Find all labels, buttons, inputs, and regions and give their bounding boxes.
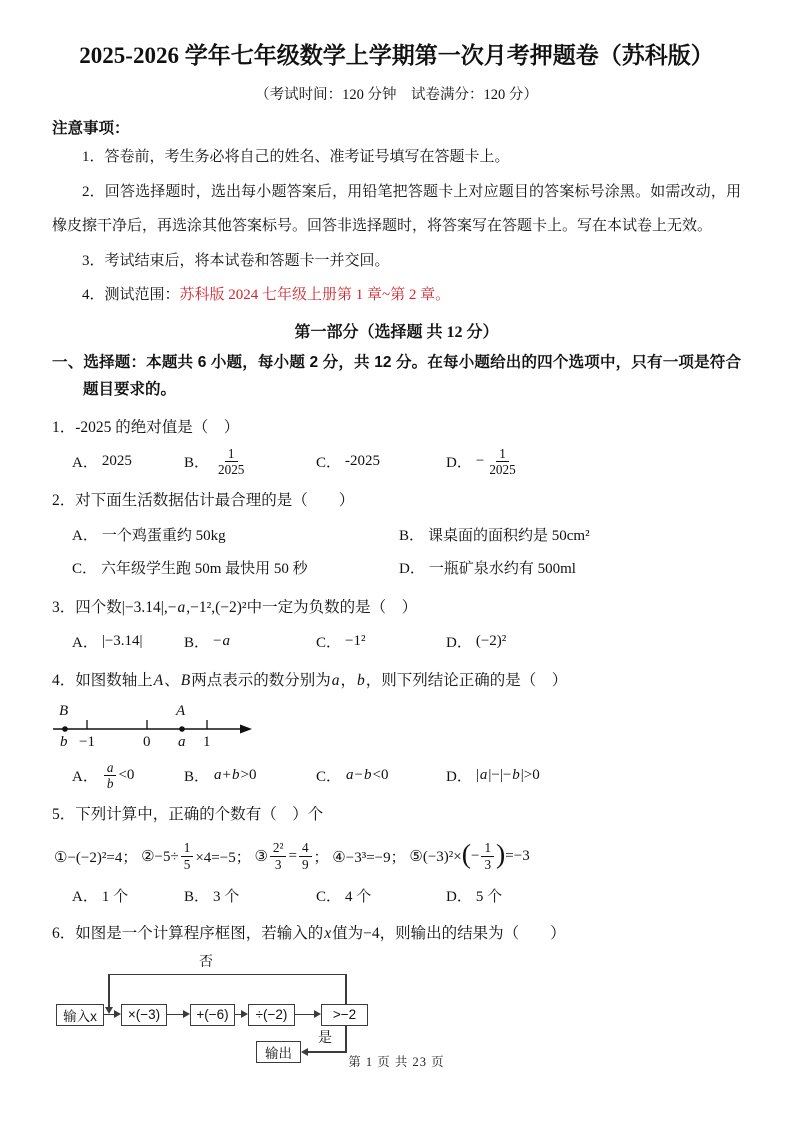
flow-label-yes: 是	[318, 1030, 332, 1046]
option-label: D．	[446, 635, 472, 652]
q2-option-c	[72, 557, 399, 578]
q5-option-a	[72, 885, 184, 906]
option-value: $\frac{a}{b}$ <0	[102, 760, 135, 791]
tick-zero-label: 0	[143, 734, 151, 751]
option-value: (−2)²	[475, 633, 507, 650]
q2-option-a	[72, 524, 399, 545]
test-scope-highlight: 苏科版 2024 七年级上册第 1 章~第 2 章。	[179, 287, 451, 304]
option-label: A．	[72, 635, 98, 652]
point-b-label: B	[59, 703, 69, 720]
option-value: 2025	[101, 453, 132, 470]
option-value: 4 个	[345, 888, 372, 905]
option-value: |−3.14|	[101, 633, 143, 650]
q1-option-d	[446, 446, 741, 477]
q5-option-d	[446, 885, 741, 906]
option-label: C．	[316, 769, 342, 786]
flow-arrowhead	[314, 1010, 321, 1018]
question-5-expressions: ①−(−2)²=4； ②−5÷ $\frac{1}{5}$ ×4=−5； ③ $\frac{\text{2²}}{3}$ = $\frac{4}{9}$ ； ④−3³=−9； ⑤(−3)²× ( − $\frac{1}{3}$ ) =−3	[54, 839, 530, 872]
question-3	[52, 592, 741, 657]
flow-loop-line-left	[108, 974, 110, 1008]
flow-box-input: 输入x	[56, 1004, 104, 1026]
option-label: D．	[399, 561, 425, 578]
question-5-options	[52, 880, 741, 910]
flow-loop-line-right	[345, 974, 347, 1004]
point-b-dot	[62, 726, 68, 732]
notice-heading: 注意事项：	[52, 120, 130, 138]
question-1-text: 1．-2025 的绝对值是（ ）	[52, 418, 240, 436]
q1-option-b	[184, 446, 316, 477]
option-value: 一瓶矿泉水约有 500ml	[428, 561, 576, 578]
value-a-label: a	[178, 734, 186, 751]
option-label: A．	[72, 528, 98, 545]
option-value: a+b>0	[214, 767, 257, 784]
flow-connector	[295, 1014, 315, 1016]
q1-option-a	[72, 451, 184, 472]
question-2	[52, 485, 741, 584]
option-label: A．	[72, 888, 98, 905]
option-value: -2025	[345, 453, 381, 470]
section-heading: 第一部分（选择题 共 12 分）	[294, 323, 499, 341]
flow-loop-arrowhead	[105, 1007, 113, 1014]
notice-item-2: 2．回答选择题时，选出每小题答案后，用铅笔把答题卡上对应题目的答案标号涂黑。如需改动，用橡皮擦干净后，再选涂其他答案标号。回答非选择题时，将答案写在答题卡上。写在本试卷上无效。	[52, 183, 741, 235]
q3-option-b	[184, 631, 316, 652]
option-label: B．	[184, 769, 210, 786]
question-2-options-row-1	[52, 518, 741, 551]
option-value: − $\frac{1}{2025}$	[475, 446, 516, 478]
flow-connector	[167, 1014, 184, 1016]
q5-option-b	[184, 885, 316, 906]
option-value: a−b<0	[346, 767, 389, 784]
option-value: |a|−|−b|>0	[475, 767, 540, 784]
question-1-options	[52, 446, 741, 477]
q3-option-c	[316, 631, 446, 652]
flow-box-condition: >−2	[321, 1004, 368, 1026]
flowchart	[54, 955, 394, 1067]
question-5	[52, 799, 741, 910]
option-label: B．	[184, 455, 210, 472]
option-label: B．	[399, 528, 425, 545]
q2-option-b	[399, 524, 741, 545]
option-label: C．	[316, 888, 342, 905]
q3-option-d	[446, 631, 741, 652]
option-value: 六年级学生跑 50m 最快用 50 秒	[101, 561, 308, 578]
page-title: 2025-2026 学年七年级数学上学期第一次月考押题卷（苏科版）	[79, 43, 714, 68]
option-label: D．	[446, 888, 472, 905]
q4-option-a	[72, 760, 184, 791]
q2-option-d	[399, 557, 741, 578]
flow-loop-line-top	[108, 974, 346, 976]
question-4-text: 4．如图数轴上 A 、 B 两点表示的数分别为 a ， b ，则下列结论正确的是（ ）	[52, 671, 568, 689]
point-a-label: A	[176, 703, 186, 720]
option-label: D．	[446, 769, 472, 786]
point-a-dot	[179, 726, 185, 732]
option-value: 3 个	[213, 888, 240, 905]
flow-arrowhead	[114, 1010, 121, 1018]
option-label: B．	[184, 635, 210, 652]
q1-option-c	[316, 451, 446, 472]
option-value: $\frac{1}{2025}$	[218, 446, 245, 478]
option-label: C．	[316, 455, 342, 472]
option-value: 5 个	[475, 888, 503, 905]
notice-item-3: 3．考试结束后，将本试卷和答题卡一并交回。	[82, 252, 390, 269]
flow-box-divide: ÷(−2)	[248, 1004, 295, 1026]
option-label: A．	[72, 455, 98, 472]
page-number: 第 1 页 共 23 页	[348, 1054, 445, 1069]
option-label: C．	[316, 635, 342, 652]
q3-option-a	[72, 631, 184, 652]
flow-arrowhead	[241, 1010, 248, 1018]
notice-item-4	[52, 278, 741, 313]
option-value: −a	[213, 633, 230, 650]
option-value: 一个鸡蛋重约 50kg	[101, 528, 226, 545]
question-2-options-row-2	[52, 551, 741, 584]
flow-box-add: +(−6)	[190, 1004, 235, 1026]
number-line-arrowhead	[240, 725, 252, 734]
question-2-text: 2．对下面生活数据估计最合理的是（ ）	[52, 492, 355, 510]
flow-box-multiply: ×(−3)	[121, 1004, 167, 1026]
flow-yes-line-down	[345, 1026, 347, 1053]
option-label: C．	[72, 561, 98, 578]
question-6	[52, 918, 741, 1067]
q4-option-b	[184, 765, 316, 786]
value-b-label: b	[60, 734, 68, 751]
option-value: −1²	[345, 633, 366, 650]
question-4	[52, 665, 741, 792]
option-value: 课桌面的面积约是 50cm²	[428, 528, 590, 545]
question-4-options	[52, 760, 741, 791]
option-label: B．	[184, 888, 210, 905]
tick-neg-one-label: −1	[79, 734, 95, 751]
option-label: D．	[446, 455, 472, 472]
exam-subtitle: （考试时间：120 分钟 试卷满分：120 分）	[255, 87, 538, 104]
question-5-text: 5．下列计算中，正确的个数有（ ）个	[52, 806, 324, 824]
tick-one-label: 1	[203, 734, 211, 751]
question-6-text: 6．如图是一个计算程序框图，若输入的 x 值为−4，则输出的结果为（ ）	[52, 925, 566, 943]
notice-item-1: 1．答卷前，考生务必将自己的姓名、准考证号填写在答题卡上。	[82, 149, 510, 166]
number-line	[52, 699, 262, 753]
q4-option-c	[316, 765, 446, 786]
q5-option-c	[316, 885, 446, 906]
flow-arrowhead	[183, 1010, 190, 1018]
option-value: 1 个	[101, 888, 129, 905]
q4-option-d	[446, 765, 741, 786]
flow-box-output: 输出	[256, 1041, 301, 1063]
option-label: A．	[72, 769, 98, 786]
question-3-options	[52, 627, 741, 657]
section-intro: 一、选择题：本题共 6 小题，每小题 2 分，共 12 分。在每小题给出的四个选项中，只有一项是符合题目要求的。	[52, 354, 741, 399]
question-1	[52, 412, 741, 478]
notice-item-4-prefix: 4．测试范围：	[82, 287, 180, 304]
flow-label-no: 否	[199, 954, 213, 970]
question-3-text: 3．四个数 |−3.14|,− a ,−1²,(−2)² 中一定为负数的是（ ）	[52, 599, 418, 617]
